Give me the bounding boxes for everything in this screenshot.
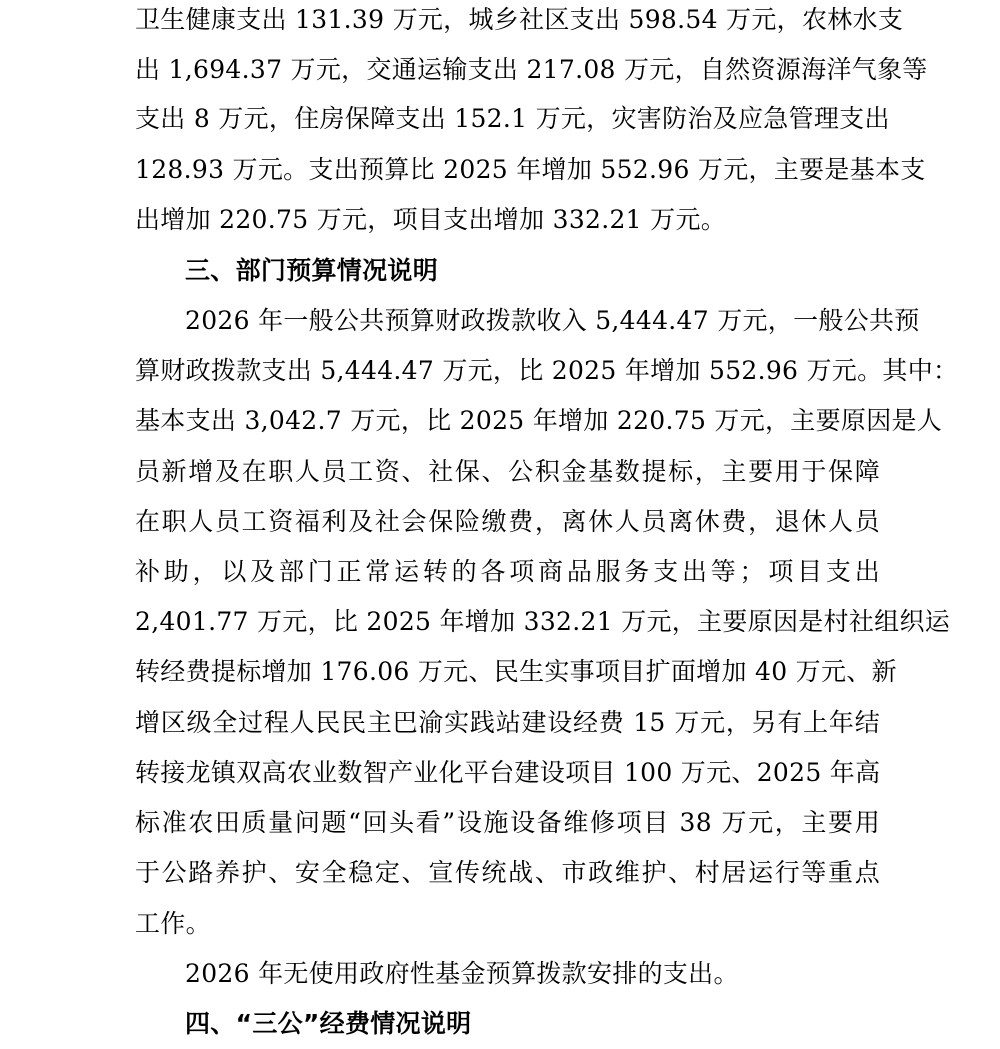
section-heading: 三、部门预算情况说明 bbox=[185, 256, 439, 285]
paragraph-line: 出 1,694.37 万元，交通运输支出 217.08 万元，自然资源海洋气象等 bbox=[135, 55, 928, 84]
paragraph-line: 转经费提标增加 176.06 万元、民生实事项目扩面增加 40 万元、新 bbox=[135, 657, 897, 686]
paragraph-line: 2,401.77 万元，比 2025 年增加 332.21 万元，主要原因是村社组织运 bbox=[135, 607, 951, 636]
paragraph-line: 工作。 bbox=[135, 909, 211, 938]
paragraph-line: 员新增及在职人员工资、社保、公积金基数提标，主要用于保障 bbox=[135, 457, 880, 486]
paragraph-line: 支出 8 万元，住房保障支出 152.1 万元，灾害防治及应急管理支出 bbox=[135, 104, 890, 133]
section-heading: 四、“三公”经费情况说明 bbox=[185, 1009, 472, 1038]
paragraph-line: 标准农田质量问题“回头看”设施设备维修项目 38 万元，主要用 bbox=[135, 808, 880, 837]
paragraph-line: 于公路养护、安全稳定、宣传统战、市政维护、村居运行等重点 bbox=[135, 858, 880, 887]
paragraph-line: 增区级全过程人民民主巴渝实践站建设经费 15 万元，另有上年结 bbox=[135, 708, 880, 737]
paragraph-line: 出增加 220.75 万元，项目支出增加 332.21 万元。 bbox=[135, 205, 727, 234]
paragraph-line: 128.93 万元。支出预算比 2025 年增加 552.96 万元，主要是基本支 bbox=[135, 155, 926, 184]
paragraph-line: 2026 年无使用政府性基金预算拨款安排的支出。 bbox=[185, 959, 739, 988]
paragraph-line: 补助，以及部门正常运转的各项商品服务支出等；项目支出 bbox=[135, 557, 880, 586]
paragraph-line: 在职人员工资福利及社会保险缴费，离休人员离休费，退休人员 bbox=[135, 507, 880, 536]
paragraph-line: 2026 年一般公共预算财政拨款收入 5,444.47 万元，一般公共预 bbox=[185, 306, 920, 335]
paragraph-line: 卫生健康支出 131.39 万元，城乡社区支出 598.54 万元，农林水支 bbox=[135, 5, 904, 34]
paragraph-line: 基本支出 3,042.7 万元，比 2025 年增加 220.75 万元，主要原因是人 bbox=[135, 406, 943, 435]
paragraph-line: 转接龙镇双高农业数智产业化平台建设项目 100 万元、2025 年高 bbox=[135, 758, 881, 787]
paragraph-line: 算财政拨款支出 5,444.47 万元，比 2025 年增加 552.96 万元。其中： bbox=[135, 356, 959, 385]
